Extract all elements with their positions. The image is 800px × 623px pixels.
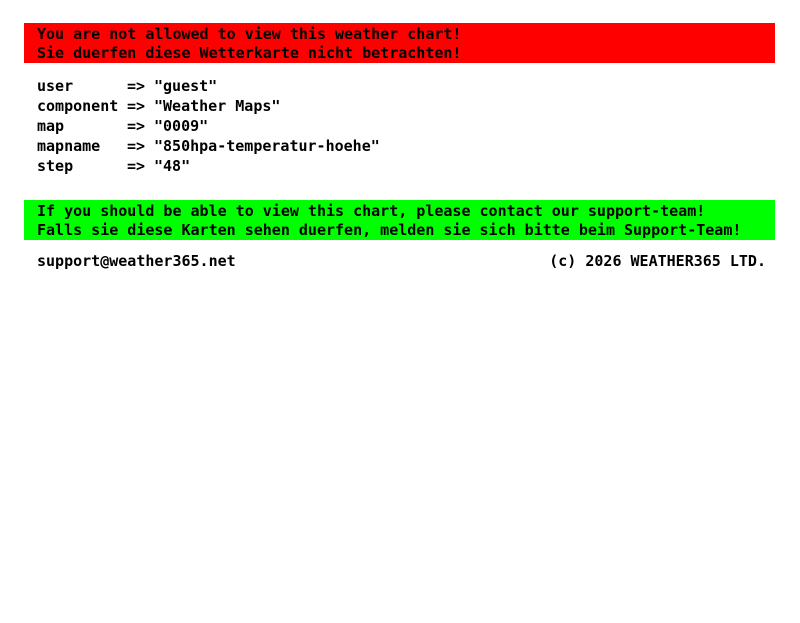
copyright: (c) 2026 WEATHER365 LTD. [549, 252, 766, 270]
param-row-mapname [37, 136, 775, 156]
error-banner-line-en: You are not allowed to view this weather chart! [37, 25, 462, 43]
support-banner [24, 200, 775, 240]
support-email: support@weather365.net [37, 252, 236, 270]
param-key: mapname [37, 137, 101, 155]
param-arrow: => [127, 77, 146, 95]
param-arrow: => [127, 157, 146, 175]
param-arrow: => [127, 137, 146, 155]
param-key: step [37, 157, 74, 175]
param-arrow: => [127, 117, 146, 135]
error-banner-line-de: Sie duerfen diese Wetterkarte nicht betrachten! [37, 44, 462, 62]
param-value: "Weather Maps" [154, 97, 281, 115]
support-banner-line-en: If you should be able to view this chart, please contact our support-team! [37, 202, 706, 220]
param-row-map [37, 116, 775, 136]
request-params [37, 76, 775, 176]
error-banner [24, 23, 775, 63]
param-value: "850hpa-temperatur-hoehe" [154, 137, 380, 155]
param-arrow: => [127, 97, 146, 115]
param-key: user [37, 77, 74, 95]
page-content [24, 23, 775, 271]
param-row-user [37, 76, 775, 96]
param-value: "0009" [154, 117, 209, 135]
param-value: "48" [154, 157, 191, 175]
param-key: map [37, 117, 65, 135]
footer [24, 251, 775, 271]
param-key: component [37, 97, 119, 115]
param-row-component [37, 96, 775, 116]
param-row-step [37, 156, 775, 176]
support-banner-line-de: Falls sie diese Karten sehen duerfen, melden sie sich bitte beim Support-Team! [37, 221, 742, 239]
param-value: "guest" [154, 77, 218, 95]
